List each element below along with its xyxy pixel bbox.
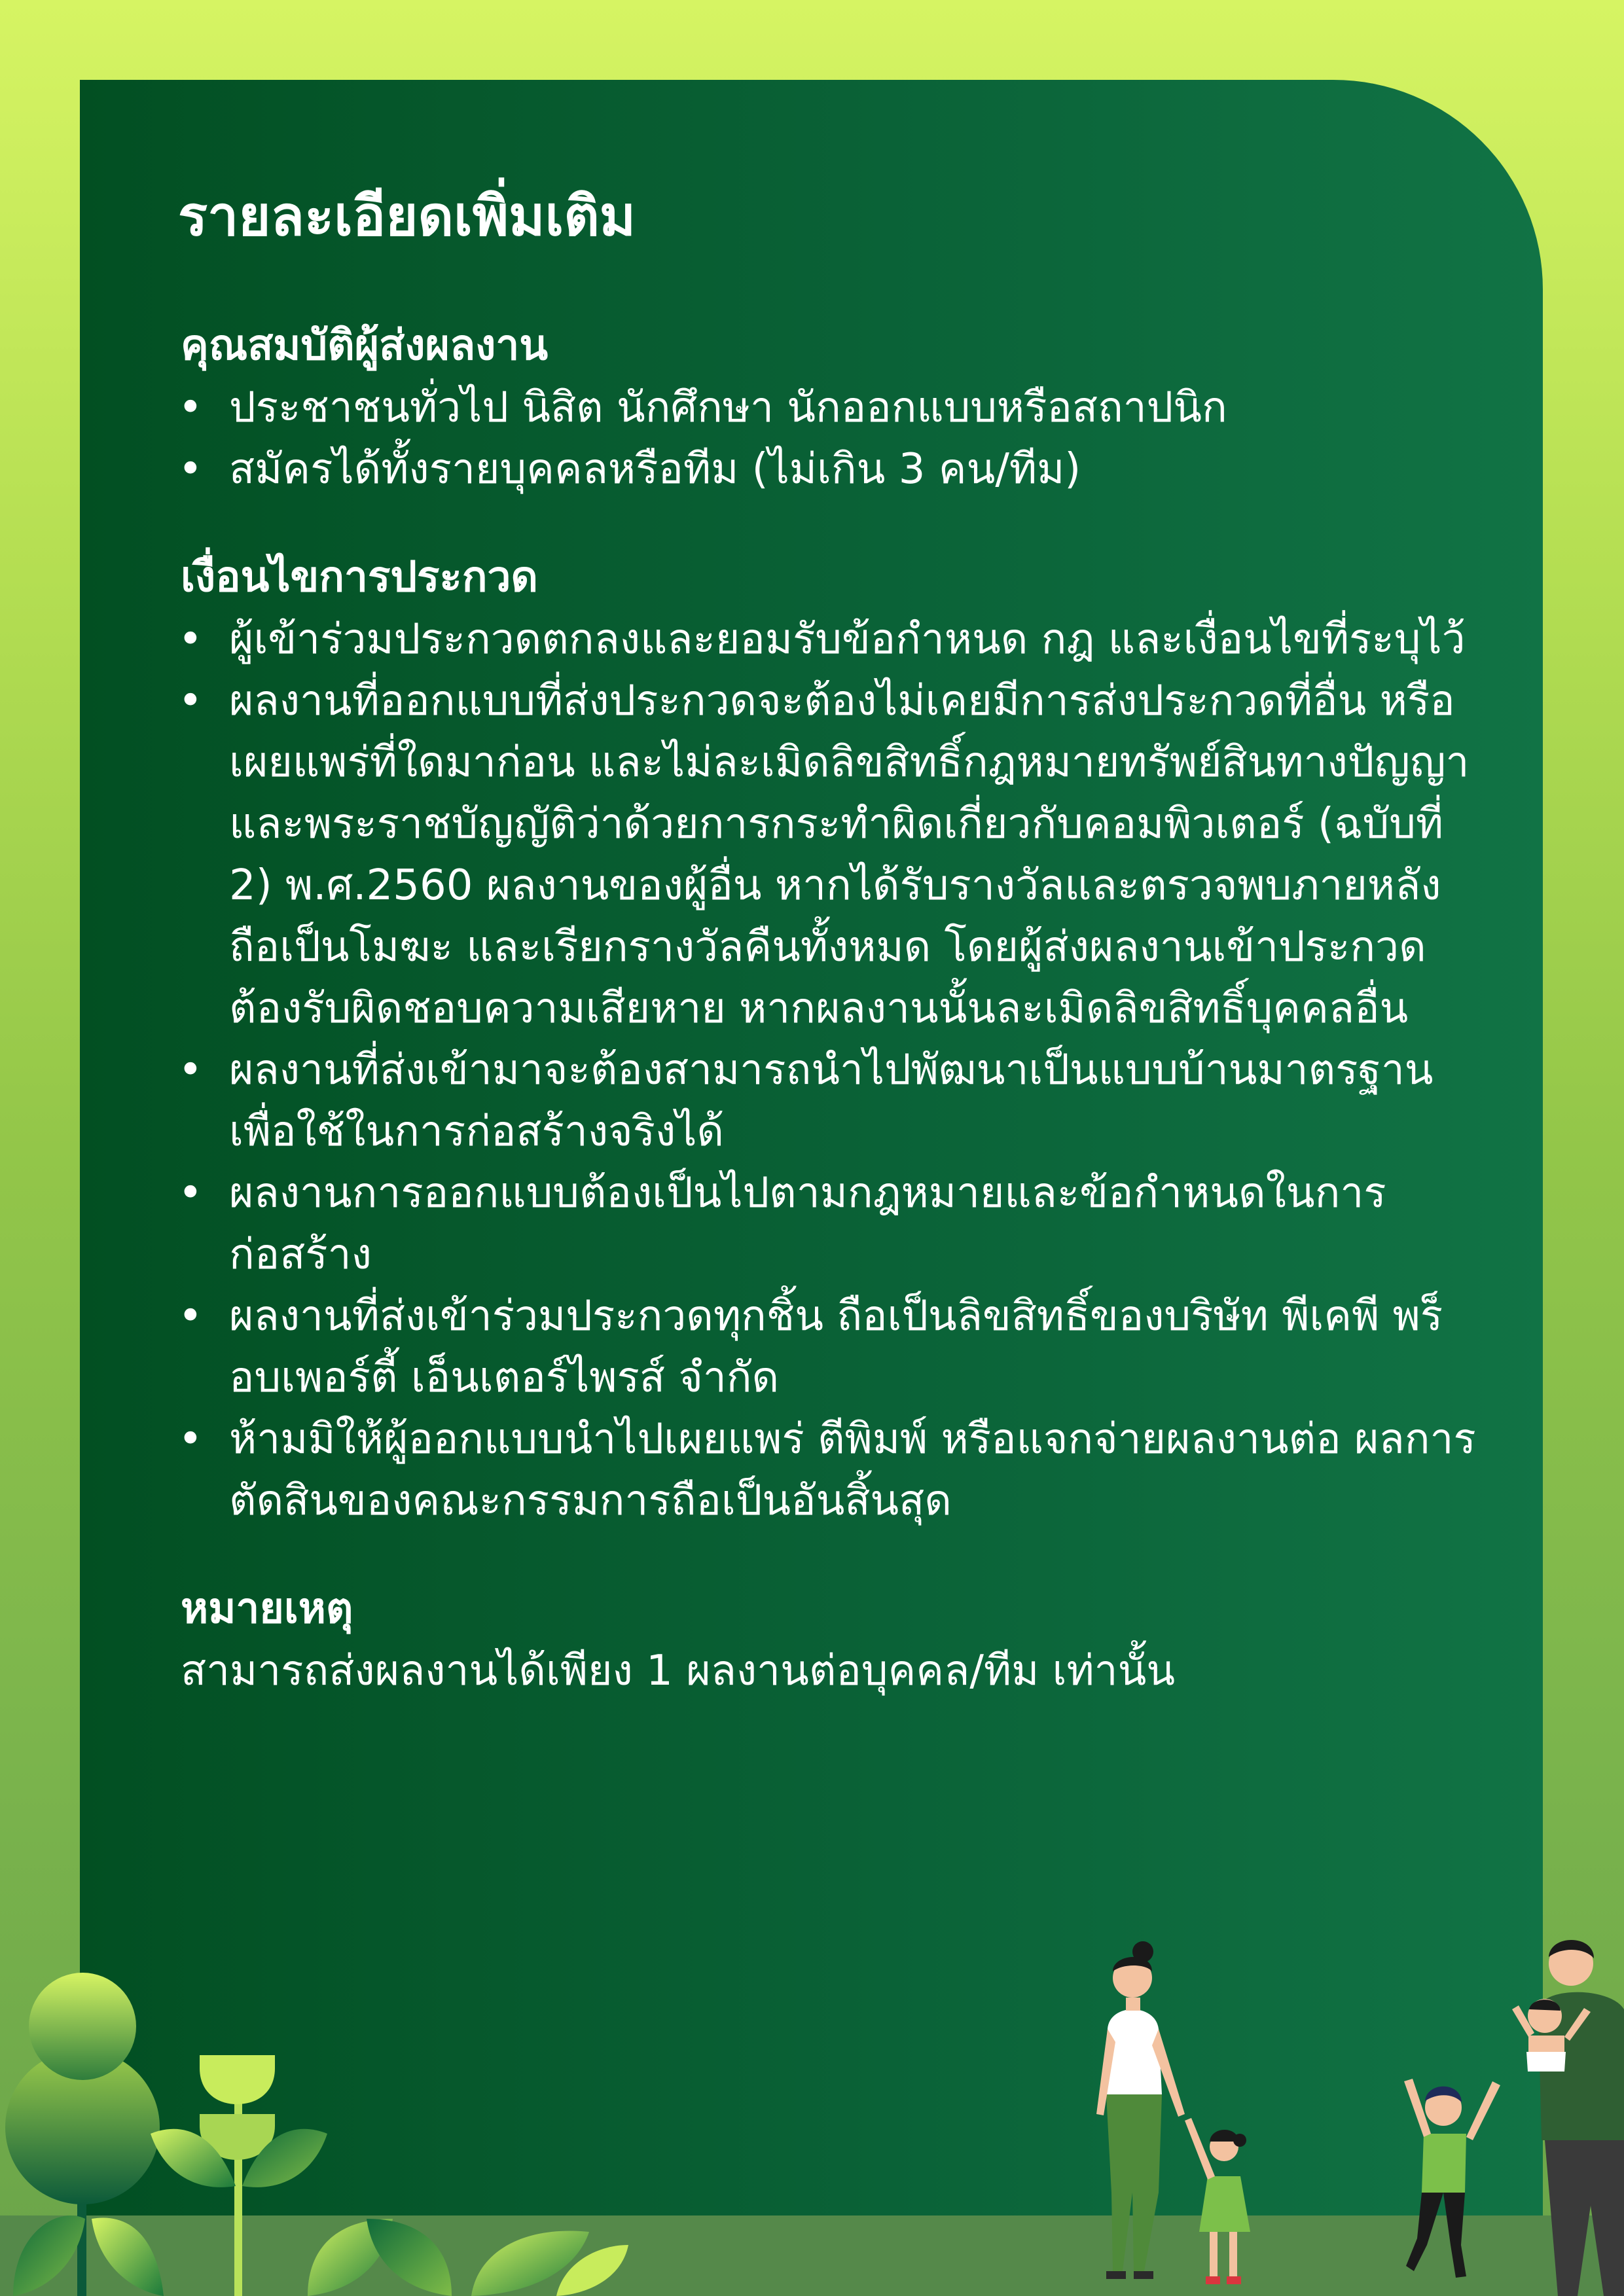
list-item	[178, 439, 1487, 500]
list-item	[178, 1039, 1487, 1162]
list-item-text: ผลงานการออกแบบต้องเป็นไปตามกฎหมายและข้อกำหนดในการก่อสร้าง	[229, 1169, 1386, 1279]
bullet: •	[178, 1415, 203, 1463]
father-figure	[1512, 1940, 1624, 2296]
list-item-text: ผลงานที่ออกแบบที่ส่งประกวดจะต้องไม่เคยมีการส่งประกวดที่อื่น หรือเผยแพร่ที่ใดมาก่อน และไม่ละเมิดลิขสิทธิ์กฎหมายทรัพย์สินทางปัญญา และพระราชบัญญัติว่าด้วยการกระทำผิดเกี่ยวกับคอมพิวเตอร์ (ฉบับที่ 2) พ.ศ.2560 ผลงานของผู้อื่น หากได้รับรางวัลและตรวจพบภายหลังถือเป็นโมฆะ และเรียกรางวัลคืนทั้งหมด โดยผู้ส่งผลงานเข้าประกวดต้องรับผิดชอบความเสียหาย หากผลงานนั้นละเมิดลิขสิทธิ์บุคคลอื่น	[229, 677, 1470, 1033]
page-title: รายละเอียดเพิ่มเติม	[178, 184, 636, 248]
list-item	[178, 670, 1487, 1039]
section-heading: คุณสมบัติผู้ส่งผลงาน	[181, 321, 549, 370]
bullet: •	[178, 677, 203, 725]
section-conditions	[178, 546, 1487, 1532]
list-item-text: ห้ามมิให้ผู้ออกแบบนำไปเผยแพร่ ตีพิมพ์ หรือแจกจ่ายผลงานต่อ ผลการตัดสินของคณะกรรมการถือเป็นอันสิ้นสุด	[229, 1415, 1476, 1525]
bullet: •	[178, 1169, 203, 1217]
list-item-text: สมัครได้ทั้งรายบุคคลหรือทีม (ไม่เกิน 3 คน/ทีม)	[229, 445, 1081, 493]
section-qualifications	[178, 314, 1487, 500]
bullet: •	[178, 1046, 203, 1094]
list-item-text: ผู้เข้าร่วมประกวดตกลงและยอมรับข้อกำหนด กฎ และเงื่อนไขที่ระบุไว้	[229, 615, 1466, 664]
list-item	[178, 377, 1487, 439]
list-item	[178, 1162, 1487, 1285]
content-area	[178, 177, 1487, 1748]
list-item-text: ประชาชนทั่วไป นิสิต นักศึกษา นักออกแบบหรือสถาปนิก	[229, 384, 1227, 432]
boy-figure	[1404, 2079, 1500, 2278]
mother-figure	[1096, 1941, 1185, 2279]
list-item-text: ผลงานที่ส่งเข้ามาจะต้องสามารถนำไปพัฒนาเป็นแบบบ้านมาตรฐาน เพื่อใช้ในการก่อสร้างจริงได้	[229, 1046, 1434, 1156]
section-note	[178, 1577, 1487, 1702]
bullet: •	[178, 615, 203, 664]
list-item	[178, 609, 1487, 670]
plant-illustration	[0, 1957, 641, 2296]
list-item	[178, 1408, 1487, 1532]
note-heading: หมายเหตุ	[181, 1585, 353, 1633]
note-text: สามารถส่งผลงานได้เพียง 1 ผลงานต่อบุคคล/ทีม เท่านั้น	[181, 1647, 1176, 1695]
bullet: •	[178, 445, 203, 493]
bullet: •	[178, 1292, 203, 1340]
bullet: •	[178, 384, 203, 432]
list-item	[178, 1285, 1487, 1408]
section-heading: เงื่อนไขการประกวด	[181, 553, 538, 601]
family-illustration	[1060, 1918, 1624, 2296]
list-item-text: ผลงานที่ส่งเข้าร่วมประกวดทุกชิ้น ถือเป็นลิขสิทธิ์ของบริษัท พีเคพี พร็อบเพอร์ตี้ เอ็นเตอร์ไพรส์ จำกัด	[229, 1292, 1443, 1402]
girl-figure	[1185, 2118, 1250, 2284]
